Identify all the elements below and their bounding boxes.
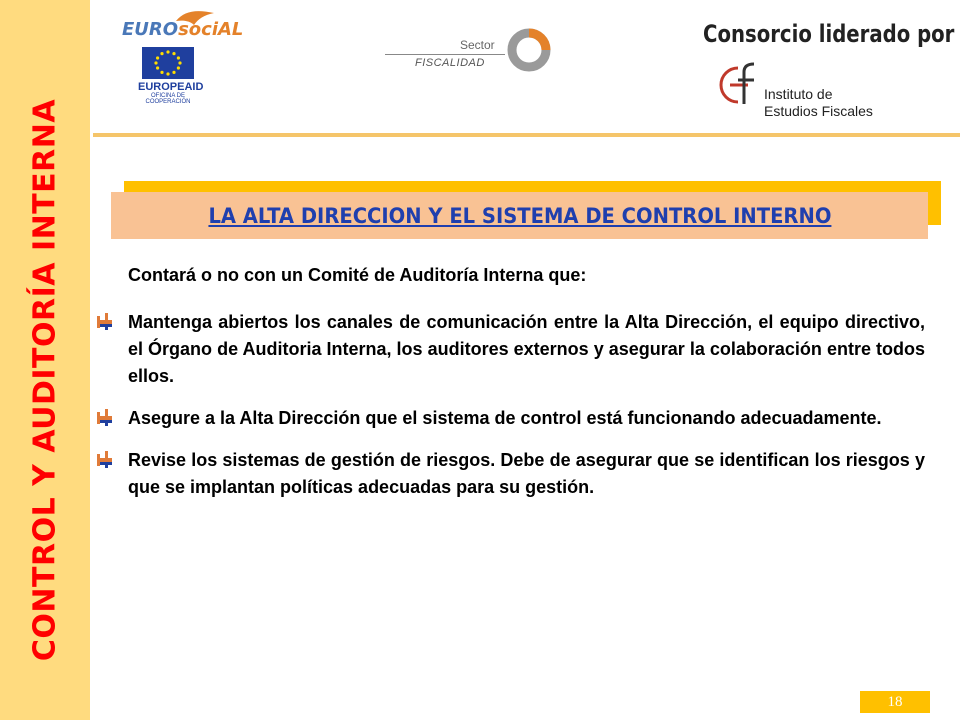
- eurosocial-logo: [118, 5, 244, 109]
- slide-body: [128, 262, 925, 516]
- bullet-item: [128, 447, 925, 501]
- header-divider: [93, 133, 960, 137]
- bullet-text: Revise los sistemas de gestión de riesgos. Debe de asegurar que se identifican los riesgos y que se implantan políticas adecuadas para su gestión.: [128, 450, 925, 497]
- section-title: LA ALTA DIRECCION Y EL SISTEMA DE CONTROL INTERNO: [208, 203, 831, 228]
- bullet-item: [128, 405, 925, 432]
- intro-text: Contará o no con un Comité de Auditoría Interna que:: [128, 265, 587, 285]
- consorcio-label: Consorcio liderado por: [703, 20, 955, 48]
- arrow-bullet-icon: [95, 449, 117, 471]
- eu-flag-icon: [142, 47, 194, 79]
- ief-line-2: Estudios Fiscales: [764, 103, 873, 119]
- arrow-bullet-icon: [95, 311, 117, 333]
- page-number-badge: 18: [860, 691, 930, 713]
- ief-mark-icon: [704, 56, 764, 114]
- sector-label: Sector: [460, 38, 495, 52]
- bullet-item: [128, 309, 925, 390]
- vertical-section-title: CONTROL Y AUDITORÍA INTERNA: [27, 98, 63, 662]
- oficina-label: OFICINA DE COOPERACIÓN: [145, 93, 191, 105]
- eurosocial-euro-text: EURO: [122, 19, 179, 40]
- ief-logo: [704, 56, 873, 124]
- bullet-text: Mantenga abiertos los canales de comunicación entre la Alta Dirección, el equipo directivo, el Órgano de Auditoria Interna, los auditores externos y asegurar la colaboración entre todos ellos.: [128, 312, 925, 386]
- fiscalidad-label: FISCALIDAD: [415, 57, 485, 69]
- arrow-bullet-icon: [95, 407, 117, 429]
- ief-line-1: Instituto de: [764, 86, 833, 102]
- left-sidebar: [0, 0, 90, 720]
- bullet-text: Asegure a la Alta Dirección que el sistema de control está funcionando adecuadamente.: [128, 408, 882, 428]
- sector-fiscalidad-logo: [385, 20, 555, 80]
- section-banner: [111, 192, 928, 239]
- europeaid-label: EUROPEAID: [138, 81, 204, 93]
- eurosocial-social-text: sociAL: [178, 19, 244, 40]
- sector-ring-icon: [505, 26, 553, 74]
